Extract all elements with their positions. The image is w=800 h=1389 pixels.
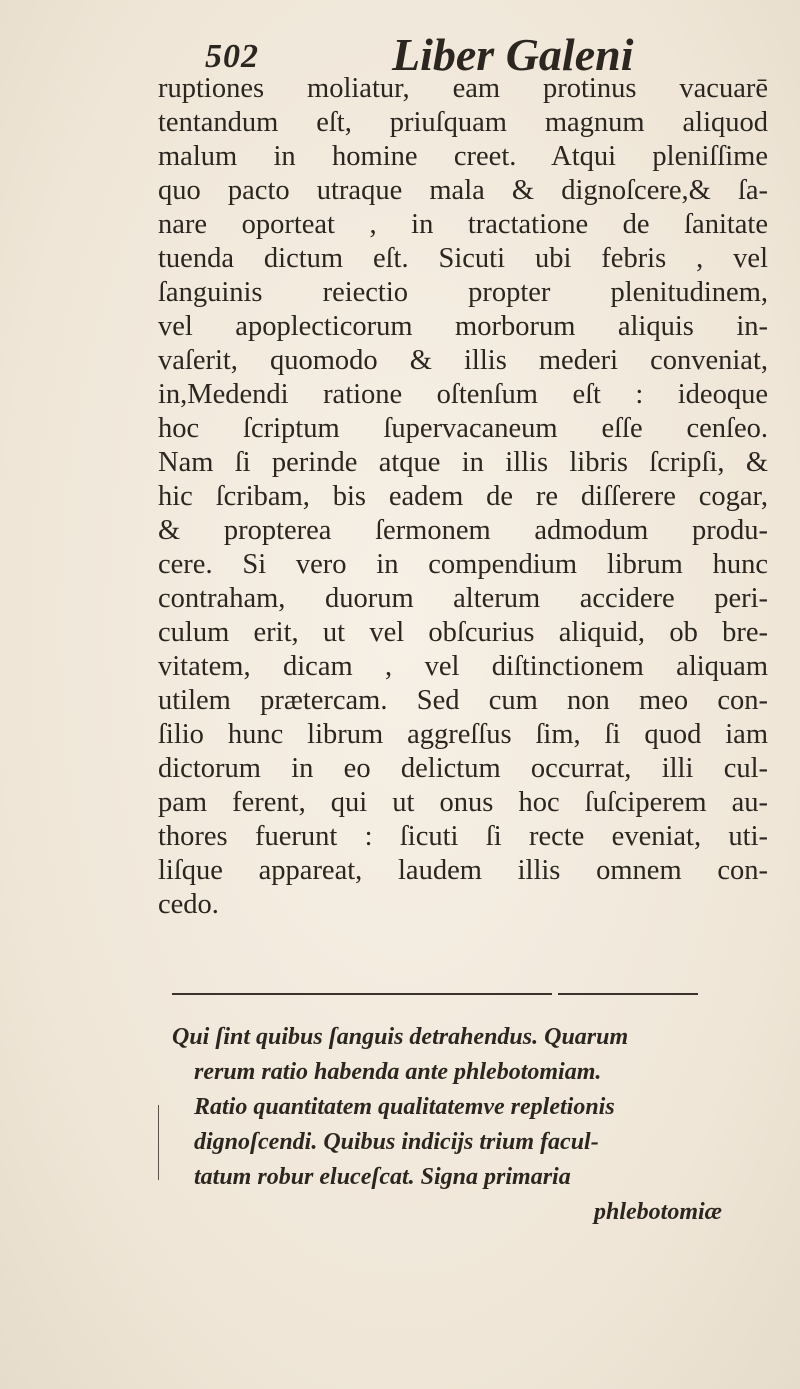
text-line: hic ſcribam, bis eadem de re diſſerere cogar, <box>158 481 768 512</box>
section-divider <box>558 993 698 995</box>
text-line: tentandum eſt, priuſquam magnum aliquod <box>158 107 768 138</box>
margin-mark <box>158 1105 159 1180</box>
summary-line: tatum robur eluceſcat. Signa primaria <box>194 1164 571 1190</box>
text-line: ſilio hunc librum aggreſſus ſim, ſi quod iam <box>158 719 768 750</box>
text-line: in,Medendi ratione oſtenſum eſt : ideoque <box>158 379 768 410</box>
text-line: culum erit, ut vel obſcurius aliquid, ob bre- <box>158 617 768 648</box>
main-text-block <box>158 72 768 922</box>
text-line: malum in homine creet. Atqui pleniſſime <box>158 141 768 172</box>
text-line: hoc ſcriptum ſupervacaneum eſſe cenſeo. <box>158 413 768 444</box>
summary-line: dignoſcendi. Quibus indicijs trium facul- <box>194 1129 599 1155</box>
text-line: pam ferent, qui ut onus hoc ſuſciperem au- <box>158 787 768 818</box>
text-line: cedo. <box>158 889 219 920</box>
summary-line: phlebotomiæ <box>593 1199 722 1225</box>
text-line: ruptiones moliatur, eam protinus vacuarē <box>158 73 768 104</box>
text-line: nare oporteat , in tractatione de ſanitate <box>158 209 768 240</box>
section-divider <box>172 993 552 995</box>
page-number: 502 <box>205 38 259 75</box>
text-line: tuenda dictum eſt. Sicuti ubi febris , vel <box>158 243 768 274</box>
text-line: utilem prætercam. Sed cum non meo con- <box>158 685 768 716</box>
text-line: vaſerit, quomodo & illis mederi conveniat, <box>158 345 768 376</box>
chapter-summary <box>172 1020 732 1230</box>
text-line: cere. Si vero in compendium librum hunc <box>158 549 768 580</box>
text-line: Nam ſi perinde atque in illis libris ſcripſi, & <box>158 447 768 478</box>
text-line: quo pacto utraque mala & dignoſcere,& ſa- <box>158 175 768 206</box>
text-line: & propterea ſermonem admodum produ- <box>158 515 768 546</box>
summary-line: Qui ſint quibus ſanguis detrahendus. Quarum <box>172 1024 629 1050</box>
text-line: liſque appareat, laudem illis omnem con- <box>158 855 768 886</box>
summary-line: Ratio quantitatem qualitatemve repletionis <box>194 1094 615 1120</box>
text-line: thores fuerunt : ſicuti ſi recte eveniat, uti- <box>158 821 768 852</box>
text-line: contraham, duorum alterum accidere peri- <box>158 583 768 614</box>
text-line: vel apoplecticorum morborum aliquis in- <box>158 311 768 342</box>
running-head: Liber Galeni <box>392 29 634 80</box>
text-line: dictorum in eo delictum occurrat, illi cul- <box>158 753 768 784</box>
text-line: ſanguinis reiectio propter plenitudinem, <box>158 277 768 308</box>
summary-line: rerum ratio habenda ante phlebotomiam. <box>194 1059 602 1085</box>
text-line: vitatem, dicam , vel diſtinctionem aliquam <box>158 651 768 682</box>
